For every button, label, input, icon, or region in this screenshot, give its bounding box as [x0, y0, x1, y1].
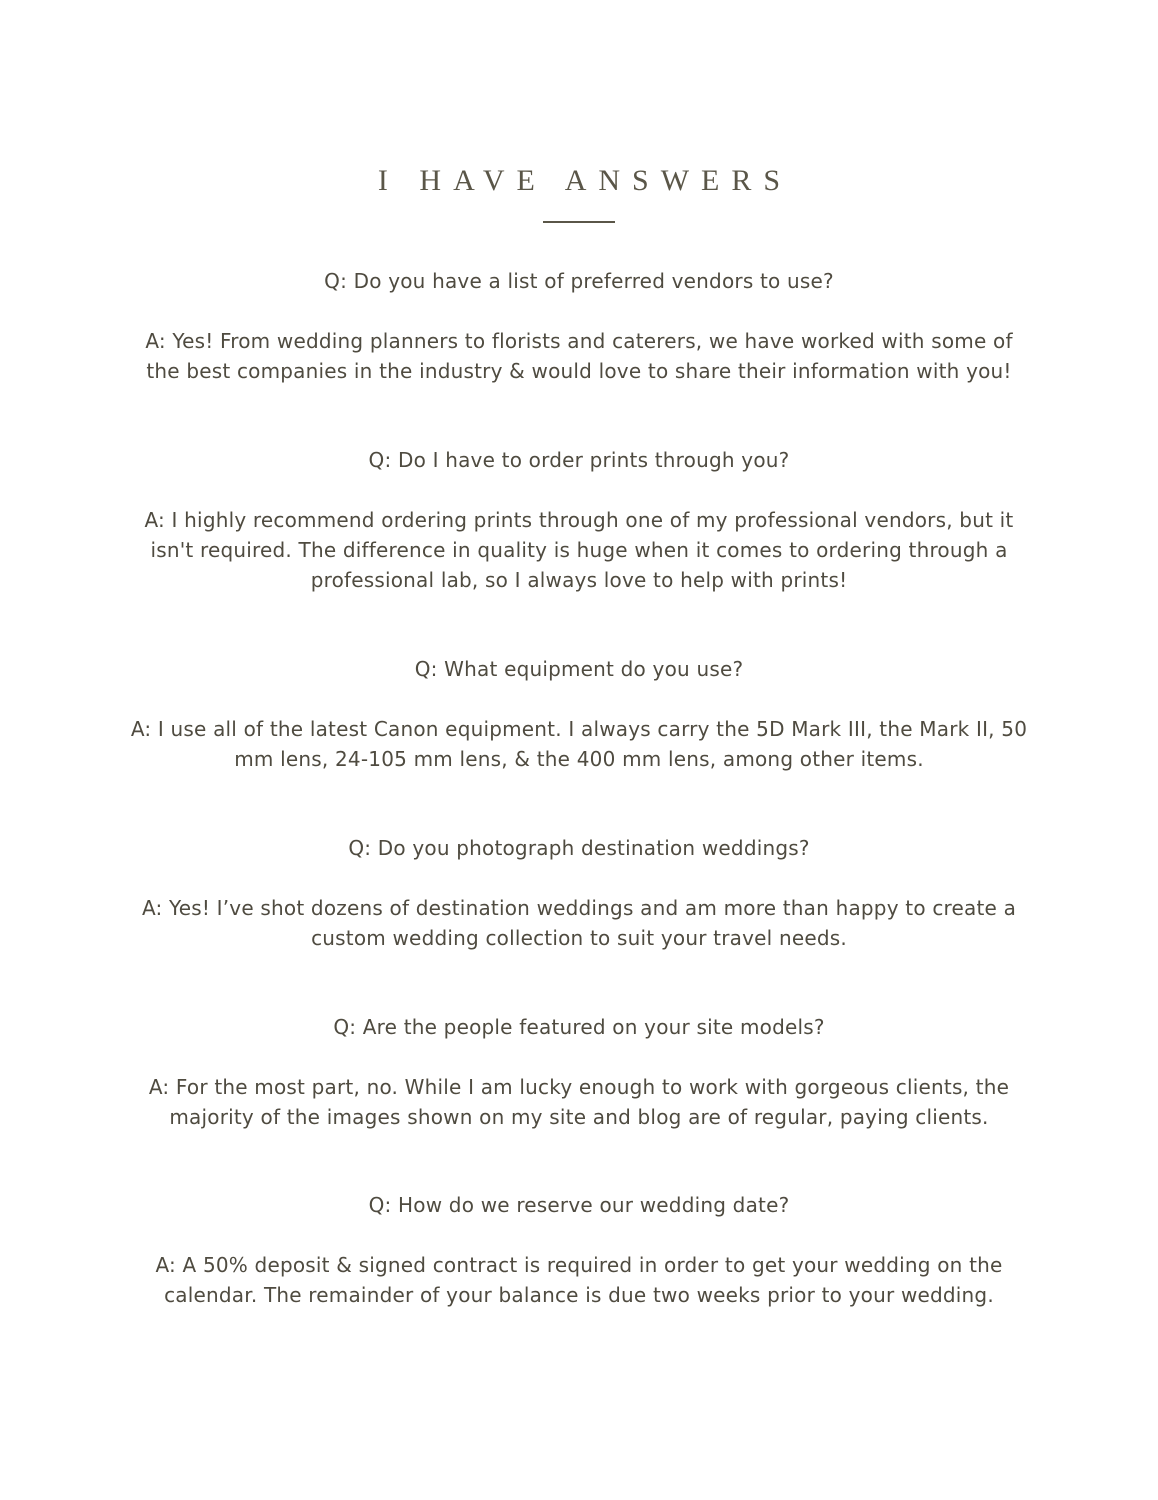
faq-question: Q: How do we reserve our wedding date?	[368, 1193, 790, 1217]
faq-item-destination	[129, 833, 1029, 953]
page-title: I HAVE ANSWERS	[377, 164, 793, 197]
faq-item-prints	[129, 445, 1029, 595]
faq-answer: A: Yes! I’ve shot dozens of destination weddings and am more than happy to create a custom wedding collection to suit your travel needs.	[141, 896, 1017, 950]
title-divider	[543, 221, 615, 223]
faq-answer: A: Yes! From wedding planners to florists and caterers, we have worked with some of the best companies in the industry & would love to share their information with you!	[145, 329, 1013, 383]
faq-question: Q: Do you have a list of preferred vendors to use?	[324, 269, 834, 293]
faq-answer: A: I highly recommend ordering prints through one of my professional vendors, but it isn't required. The difference in quality is huge when it comes to ordering through a professional lab, so I always love to help with prints!	[144, 508, 1014, 592]
faq-answer: A: For the most part, no. While I am lucky enough to work with gorgeous clients, the majority of the images shown on my site and blog are of regular, paying clients.	[148, 1075, 1010, 1129]
faq-question: Q: Are the people featured on your site models?	[333, 1015, 825, 1039]
faq-question: Q: Do I have to order prints through you?	[368, 448, 790, 472]
faq-item-equipment	[129, 654, 1029, 774]
faq-answer: A: A 50% deposit & signed contract is required in order to get your wedding on the calendar. The remainder of your balance is due two weeks prior to your wedding.	[155, 1253, 1003, 1307]
faq-item-vendors	[129, 266, 1029, 386]
faq-question: Q: What equipment do you use?	[414, 657, 744, 681]
faq-answer: A: I use all of the latest Canon equipment. I always carry the 5D Mark III, the Mark II, 50 mm lens, 24-105 mm lens, & the 400 mm lens, among other items.	[130, 717, 1028, 771]
faq-item-reserve-date	[129, 1190, 1029, 1310]
faq-item-models	[129, 1012, 1029, 1132]
faq-question: Q: Do you photograph destination weddings?	[348, 836, 810, 860]
